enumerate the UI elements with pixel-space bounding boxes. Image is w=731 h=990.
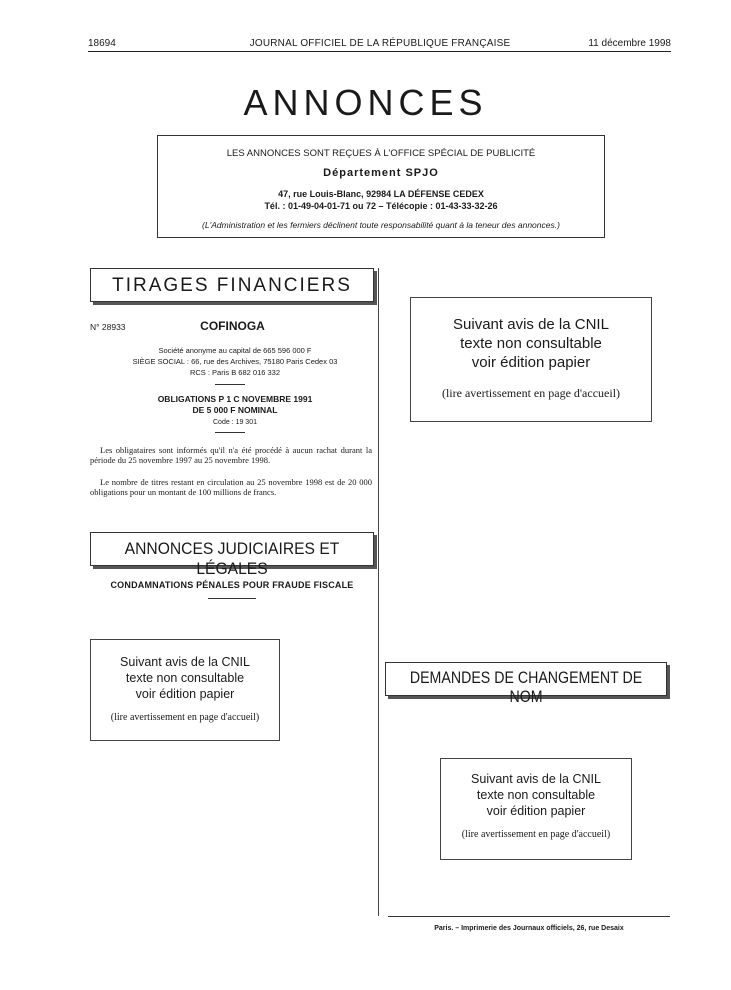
cnil-line: voir édition papier bbox=[486, 804, 586, 818]
notice-disclaimer: (L'Administration et les fermiers déclinent toute responsabilité quant à la teneur des annonces.) bbox=[202, 220, 560, 230]
page-number: 18694 bbox=[88, 38, 116, 49]
cnil-line: texte non consultable bbox=[125, 671, 245, 685]
cnil-line: Suivant avis de la CNIL bbox=[471, 772, 601, 786]
company-siege: SIÈGE SOCIAL : 66, rue des Archives, 75180 Paris Cedex 03 bbox=[132, 357, 338, 366]
company-capital: Société anonyme au capital de 665 596 000 F bbox=[158, 346, 312, 355]
page-title: ANNONCES bbox=[243, 82, 488, 123]
cnil-notice-box bbox=[90, 639, 280, 741]
obligations-code: Code : 19 301 bbox=[213, 419, 257, 426]
paragraph: Les obligataires sont informés qu'il n'a été procédé à aucun rachat durant la période du 25 novembre 1997 au 25 novembre 1998. bbox=[90, 445, 372, 465]
cnil-line: texte non consultable bbox=[460, 335, 602, 352]
header-rule bbox=[88, 51, 671, 52]
cnil-line: voir édition papier bbox=[471, 354, 591, 371]
divider bbox=[215, 432, 245, 433]
section-title-text: TIRAGES FINANCIERS bbox=[112, 275, 352, 296]
section-title-judiciaires bbox=[90, 532, 374, 578]
announcement-number: N° 28933 bbox=[90, 322, 126, 332]
company-info bbox=[95, 345, 375, 378]
journal-title: JOURNAL OFFICIEL DE LA RÉPUBLIQUE FRANÇAISE bbox=[249, 38, 511, 49]
section-title-text: ANNONCES JUDICIAIRES ET LÉGALES bbox=[124, 539, 340, 578]
notice-intro: LES ANNONCES SONT REÇUES À L'OFFICE SPÉCIAL DE PUBLICITÉ bbox=[226, 148, 536, 159]
section-title-text: DEMANDES DE CHANGEMENT DE NOM bbox=[409, 669, 643, 706]
notice-address: 47, rue Louis-Blanc, 92984 LA DÉFENSE CEDEX bbox=[278, 189, 484, 199]
section-title-tirages bbox=[90, 268, 374, 302]
obligations-line2: DE 5 000 F NOMINAL bbox=[192, 405, 278, 415]
paragraph: Le nombre de titres restant en circulation au 25 novembre 1998 est de 20 000 obligations pour un montant de 100 millions de francs. bbox=[90, 477, 372, 497]
obligations-line1: OBLIGATIONS P 1 C NOVEMBRE 1991 bbox=[157, 394, 313, 404]
divider bbox=[208, 598, 256, 599]
cnil-line: texte non consultable bbox=[476, 788, 596, 802]
notice-phones: Tél. : 01-49-04-01-71 ou 72 – Télécopie : 01-43-33-32-26 bbox=[264, 201, 498, 211]
cnil-line: Suivant avis de la CNIL bbox=[120, 655, 250, 669]
cnil-warning: (lire avertissement en page d'accueil) bbox=[110, 712, 260, 723]
issue-date: 11 décembre 1998 bbox=[588, 38, 671, 49]
cnil-warning: (lire avertissement en page d'accueil) bbox=[441, 386, 621, 400]
footer-rule bbox=[388, 916, 670, 917]
column-divider bbox=[378, 268, 379, 916]
cnil-notice-box bbox=[410, 297, 652, 422]
obligations-heading bbox=[95, 394, 375, 416]
divider bbox=[215, 384, 245, 385]
subsection-heading: CONDAMNATIONS PÉNALES POUR FRAUDE FISCALE bbox=[110, 580, 354, 590]
cnil-line: voir édition papier bbox=[135, 687, 235, 701]
cnil-warning: (lire avertissement en page d'accueil) bbox=[461, 829, 611, 840]
notice-box bbox=[157, 135, 605, 238]
printer-footer: Paris. – Imprimerie des Journaux officiels, 26, rue Desaix bbox=[434, 925, 624, 932]
notice-department: Département SPJO bbox=[323, 167, 439, 179]
company-name: COFINOGA bbox=[200, 319, 265, 333]
company-rcs: RCS : Paris B 682 016 332 bbox=[189, 368, 281, 377]
cnil-line: Suivant avis de la CNIL bbox=[453, 316, 609, 333]
cnil-notice-box bbox=[440, 758, 632, 860]
section-title-changement-nom bbox=[385, 662, 667, 706]
